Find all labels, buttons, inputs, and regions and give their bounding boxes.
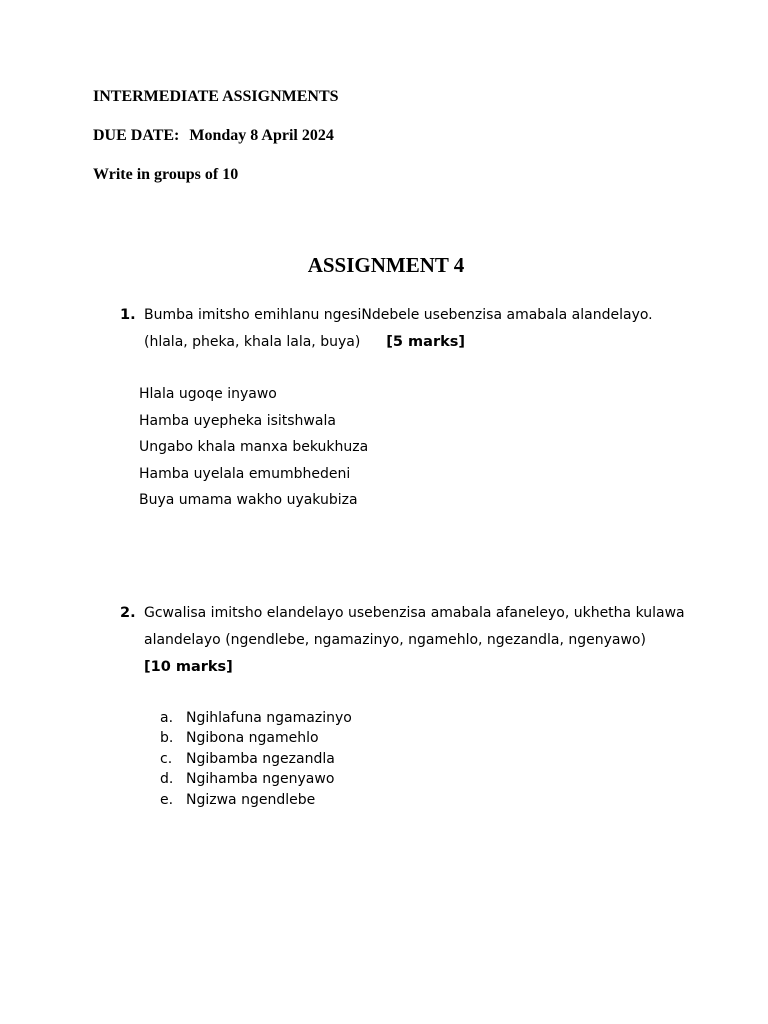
answer-text: Ngibamba ngezandla [186, 751, 335, 767]
answer-text: Ngibona ngamehlo [186, 730, 319, 746]
question-2-answer [160, 751, 335, 767]
assignment-heading: ASSIGNMENT 4 [307, 253, 465, 277]
due-date-line [93, 127, 334, 145]
question-2-answer [160, 771, 334, 787]
question-2-number: 2. [120, 605, 136, 621]
question-1-words-line [144, 334, 465, 350]
question-1-answer: Hamba uyelala emumbhedeni [139, 466, 351, 482]
answer-text: Ngihlafuna ngamazinyo [186, 710, 352, 726]
question-2-answer [160, 730, 319, 746]
question-1-marks: [5 marks] [386, 334, 466, 350]
answer-letter: e. [160, 792, 174, 808]
question-1-answer: Hlala ugoqe inyawo [139, 386, 277, 402]
answer-text: Ngizwa ngendlebe [186, 792, 316, 808]
answer-letter: d. [160, 771, 174, 787]
question-1-answer: Buya umama wakho uyakubiza [139, 492, 358, 508]
answer-text: Ngihamba ngenyawo [186, 771, 335, 787]
answer-letter: a. [160, 710, 174, 726]
question-2-text: Gcwalisa imitsho elandelayo usebenzisa amabala afaneleyo, ukhetha kulawa [144, 605, 685, 621]
document-title: INTERMEDIATE ASSIGNMENTS [93, 88, 339, 105]
question-1-text: Bumba imitsho emihlanu ngesiNdebele usebenzisa amabala alandelayo. [144, 307, 653, 323]
due-date-label: DUE DATE: [93, 127, 180, 144]
question-2-text-continued: alandelayo (ngendlebe, ngamazinyo, ngamehlo, ngezandla, ngenyawo) [144, 632, 646, 648]
question-1-word-list: (hlala, pheka, khala lala, buya) [144, 334, 361, 350]
question-2-marks: [10 marks] [144, 659, 233, 675]
answer-letter: b. [160, 730, 174, 746]
group-instruction: Write in groups of 10 [93, 166, 239, 183]
question-2-answer [160, 792, 315, 808]
due-date-value: Monday 8 April 2024 [189, 127, 334, 144]
question-1-answer: Hamba uyepheka isitshwala [139, 413, 336, 429]
question-2-answer [160, 710, 352, 726]
question-1-answer: Ungabo khala manxa bekukhuza [139, 439, 369, 455]
question-1-number: 1. [120, 307, 136, 323]
answer-letter: c. [160, 751, 173, 767]
